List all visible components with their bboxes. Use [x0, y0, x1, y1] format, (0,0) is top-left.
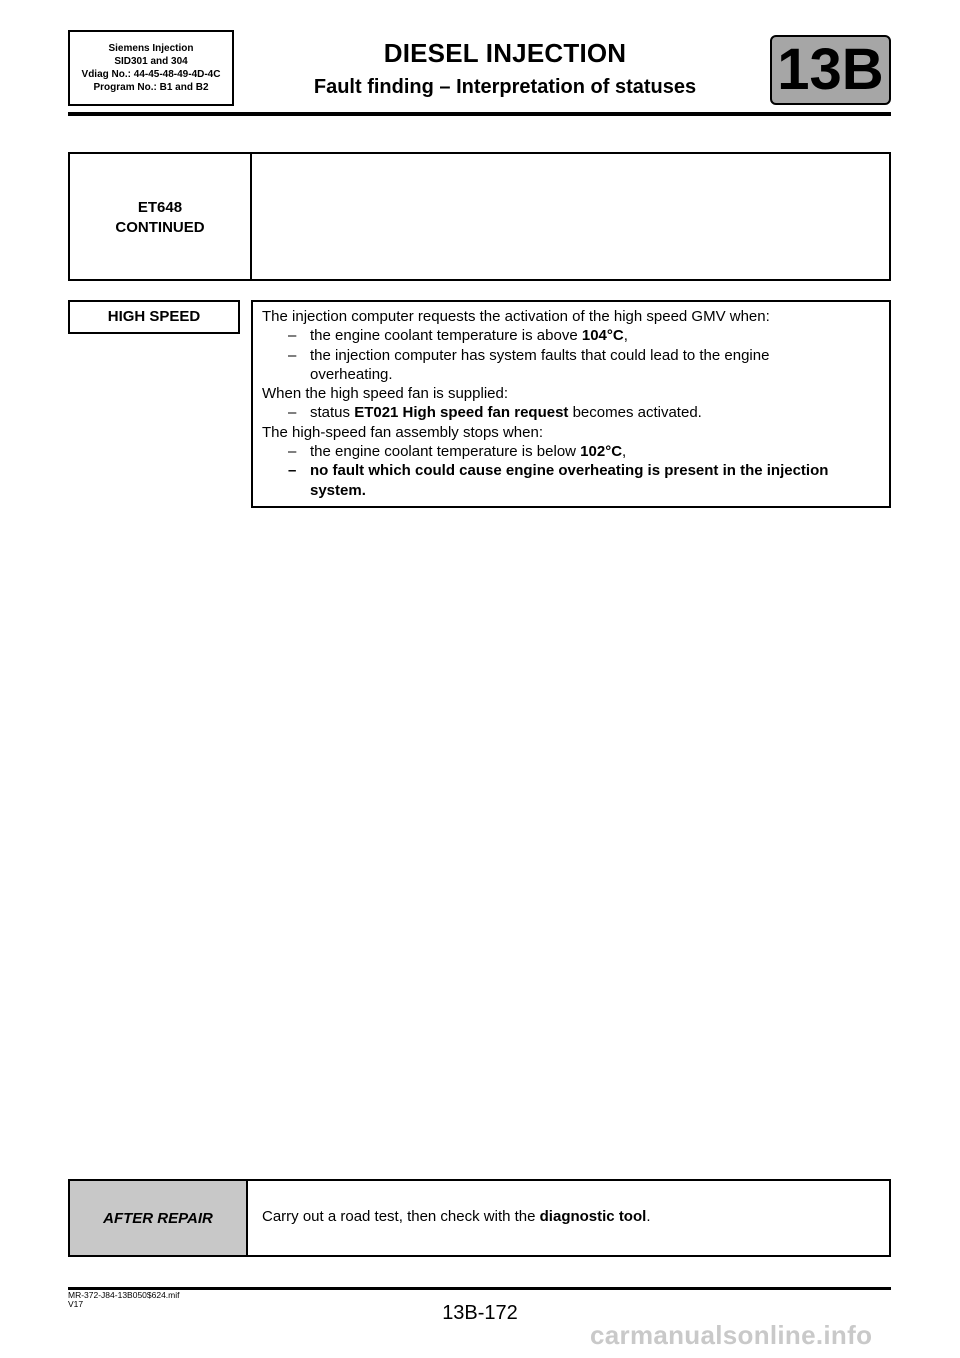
continued-column-divider: [250, 152, 252, 281]
info-line: Program No.: B1 and B2: [93, 82, 209, 93]
supplied-text: When the high speed fan is supplied:: [262, 385, 508, 403]
page-number: 13B-172: [442, 1302, 518, 1324]
intro-text: The injection computer requests the activation of the high speed GMV when:: [262, 308, 770, 325]
footer-divider: [68, 1287, 891, 1290]
list-item: – the injection computer has system faults that could lead to the engine: [288, 346, 770, 364]
document-info-box: [68, 30, 234, 106]
header-divider: [68, 112, 891, 116]
section-code-badge: 13B: [770, 35, 891, 105]
list-item-continuation: overheating.: [310, 365, 393, 383]
after-repair-label: AFTER REPAIR: [70, 1181, 248, 1255]
file-reference: MR-372-J84-13B050$624.mif: [68, 1290, 180, 1300]
version: V17: [68, 1299, 84, 1309]
after-repair-instruction: Carry out a road test, then check with the diagnostic tool.: [262, 1208, 651, 1225]
page-subtitle: Fault finding – Interpretation of statuses: [313, 76, 697, 98]
high-speed-description: [251, 300, 891, 508]
list-item: – status ET021 High speed fan request becomes activated.: [288, 404, 702, 422]
continued-label: [70, 198, 250, 238]
list-item: – no fault which could cause engine overheating is present in the injection: [288, 462, 829, 480]
info-line: Vdiag No.: 44-45-48-49-4D-4C: [81, 69, 221, 80]
list-item-continuation: system.: [310, 481, 366, 499]
info-line: SID301 and 304: [114, 56, 188, 67]
high-speed-label: HIGH SPEED: [68, 300, 240, 334]
continued-text: CONTINUED: [115, 219, 205, 236]
status-code: ET648: [137, 199, 183, 216]
stops-text: The high-speed fan assembly stops when:: [262, 423, 543, 441]
list-item: – the engine coolant temperature is below 102°C,: [288, 443, 627, 461]
list-item: – the engine coolant temperature is above 104°C,: [288, 327, 628, 345]
info-line: Siemens Injection: [108, 43, 194, 54]
page-title: DIESEL INJECTION: [383, 38, 627, 68]
watermark: carmanualsonline.info: [590, 1320, 873, 1350]
